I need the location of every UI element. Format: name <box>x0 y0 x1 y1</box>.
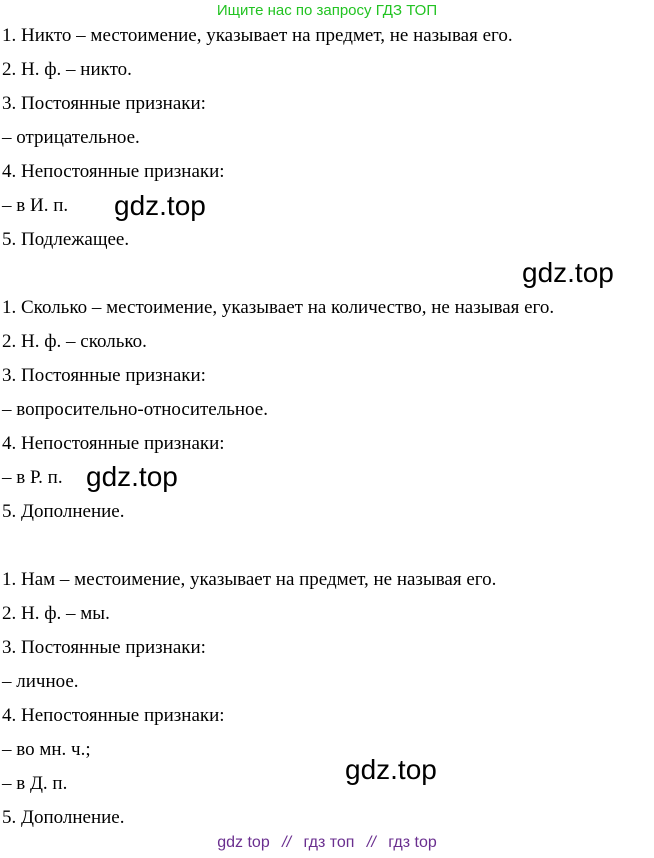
watermark-gdz-top: gdz.top <box>114 190 206 221</box>
watermark-gdz-top: gdz.top <box>345 754 437 785</box>
header-banner: Ищите нас по запросу ГДЗ ТОП <box>216 2 438 19</box>
text-line: 3. Постоянные признаки: <box>2 637 206 658</box>
text-line: – в Д. п. <box>2 773 68 794</box>
footer-link-gdz-top-ru[interactable]: гдз топ <box>303 834 355 851</box>
text-line: 4. Непостоянные признаки: <box>2 705 225 726</box>
text-line: 2. Н. ф. – сколько. <box>2 331 147 352</box>
footer-link-gdz-top[interactable]: gdz top <box>217 834 270 851</box>
text-line: – отрицательное. <box>2 127 140 148</box>
text-line: – во мн. ч.; <box>2 739 91 760</box>
text-line: – личное. <box>2 671 79 692</box>
footer-separator: // <box>282 834 292 851</box>
text-line: – в Р. п. <box>2 467 63 488</box>
watermark-gdz-top: gdz.top <box>522 257 614 288</box>
text-line: 1. Никто – местоимение, указывает на предмет, не называя его. <box>2 25 513 46</box>
text-line: 2. Н. ф. – никто. <box>2 59 132 80</box>
text-line: 4. Непостоянные признаки: <box>2 433 225 454</box>
text-line: 1. Сколько – местоимение, указывает на количество, не называя его. <box>2 297 555 318</box>
text-line: 4. Непостоянные признаки: <box>2 161 225 182</box>
text-line: – вопросительно-относительное. <box>2 399 268 420</box>
footer-links <box>0 833 654 853</box>
footer-separator: // <box>366 834 376 851</box>
watermark-gdz-top: gdz.top <box>86 461 178 492</box>
text-line: 5. Дополнение. <box>2 501 125 522</box>
text-line: 2. Н. ф. – мы. <box>2 603 110 624</box>
text-line: 5. Подлежащее. <box>2 229 130 250</box>
text-line: – в И. п. <box>2 195 69 216</box>
footer-link-gdz-top-mixed[interactable]: гдз top <box>388 834 437 851</box>
text-line: 3. Постоянные признаки: <box>2 93 206 114</box>
text-line: 3. Постоянные признаки: <box>2 365 206 386</box>
text-line: 1. Нам – местоимение, указывает на предмет, не называя его. <box>2 569 497 590</box>
text-line: 5. Дополнение. <box>2 807 125 828</box>
